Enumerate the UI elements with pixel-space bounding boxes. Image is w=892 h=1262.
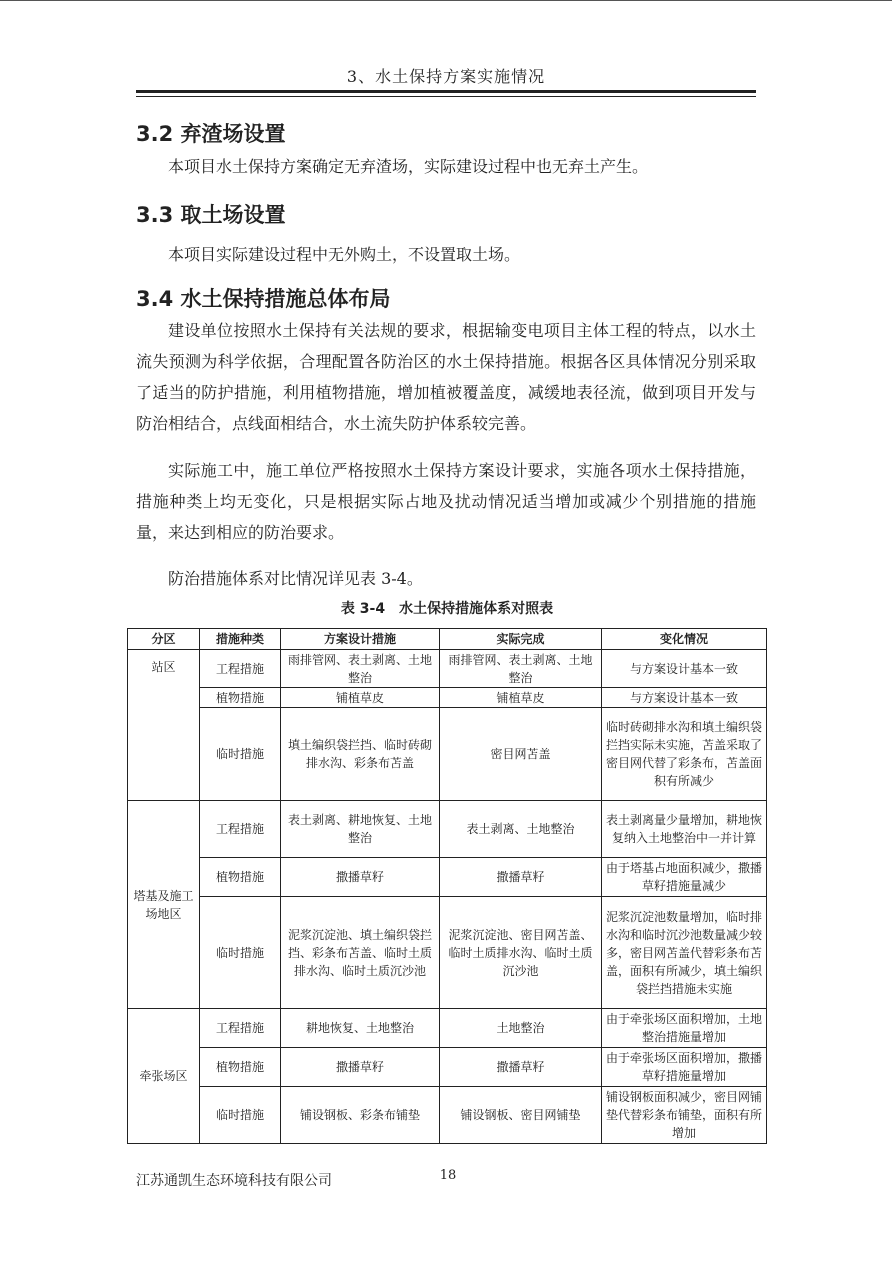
table-row: [128, 801, 767, 858]
page-number: 18: [439, 1168, 457, 1183]
table-row: [128, 897, 767, 1009]
actual-cell: 撒播草籽: [440, 858, 602, 897]
design-cell: 填土编织袋拦挡、临时砖砌排水沟、彩条布苫盖: [281, 708, 440, 801]
design-cell: 铺设钢板、彩条布铺垫: [281, 1087, 440, 1144]
change-cell: 表土剥离量少量增加，耕地恢复纳入土地整治中一并计算: [602, 801, 767, 858]
table-row: [128, 1087, 767, 1144]
section-heading-3-3: 3.3 取土场设置: [136, 203, 286, 227]
table-row: [128, 650, 767, 688]
design-cell: 撒播草籽: [281, 1048, 440, 1087]
table-row: [128, 858, 767, 897]
footer-company: 江苏通凯生态环境科技有限公司: [136, 1173, 332, 1189]
change-cell: 由于牵张场区面积增加，撒播草籽措施量增加: [602, 1048, 767, 1087]
change-cell: 由于塔基占地面积减少，撒播草籽措施量减少: [602, 858, 767, 897]
top-border-line: [0, 0, 892, 1]
measure-type-cell: 临时措施: [200, 1087, 281, 1144]
change-cell: 泥浆沉淀池数量增加，临时排水沟和临时沉沙池数量减少较多，密目网苫盖代替彩条布苫盖，面积有所减少，填土编织袋拦挡措施未实施: [602, 897, 767, 1009]
measure-type-cell: 植物措施: [200, 688, 281, 708]
design-cell: 雨排管网、表土剥离、土地整治: [281, 650, 440, 688]
measure-type-cell: 临时措施: [200, 708, 281, 801]
measure-type-cell: 临时措施: [200, 897, 281, 1009]
design-cell: 泥浆沉淀池、填土编织袋拦挡、彩条布苫盖、临时土质排水沟、临时土质沉沙池: [281, 897, 440, 1009]
running-header: 3、水土保持方案实施情况: [346, 67, 546, 86]
table-header-row: [128, 629, 767, 650]
actual-cell: 铺设钢板、密目网铺垫: [440, 1087, 602, 1144]
actual-cell: 土地整治: [440, 1009, 602, 1048]
change-cell: 临时砖砌排水沟和填土编织袋拦挡实际未实施，苫盖采取了密目网代替了彩条布，苫盖面积有所减少: [602, 708, 767, 801]
col-header-region: 分区: [128, 629, 200, 650]
header-rule-thick: [136, 90, 756, 93]
col-header-design: 方案设计措施: [281, 629, 440, 650]
change-cell: 由于牵张场区面积增加，土地整治措施量增加: [602, 1009, 767, 1048]
measure-type-cell: 工程措施: [200, 650, 281, 688]
measure-type-cell: 工程措施: [200, 1009, 281, 1048]
measure-type-cell: 植物措施: [200, 1048, 281, 1087]
section-3-3-paragraph: 本项目实际建设过程中无外购土，不设置取土场。: [168, 245, 521, 264]
actual-cell: 撒播草籽: [440, 1048, 602, 1087]
change-cell: 与方案设计基本一致: [602, 650, 767, 688]
col-header-measure-type: 措施种类: [200, 629, 281, 650]
table-row: [128, 688, 767, 708]
section-3-4-paragraph-2: 实际施工中，施工单位严格按照水土保持方案设计要求，实施各项水土保持措施，措施种类上均无变化，只是根据实际占地及扰动情况适当增加或减少个别措施的措施量，来达到相应的防治要求。: [136, 461, 756, 542]
table-row: [128, 1009, 767, 1048]
design-cell: 撒播草籽: [281, 858, 440, 897]
change-cell: 铺设钢板面积减少，密目网铺垫代替彩条布铺垫，面积有所增加: [602, 1087, 767, 1144]
change-cell: 与方案设计基本一致: [602, 688, 767, 708]
section-heading-3-2: 3.2 弃渣场设置: [136, 122, 286, 146]
actual-cell: 密目网苫盖: [440, 708, 602, 801]
region-cell: 塔基及施工场地区: [128, 801, 200, 1009]
section-3-4-paragraph-3: 防治措施体系对比情况详见表 3-4。: [168, 569, 423, 588]
region-cell: 站区: [128, 650, 200, 801]
measures-comparison-table: [127, 628, 767, 1144]
actual-cell: 铺植草皮: [440, 688, 602, 708]
col-header-actual: 实际完成: [440, 629, 602, 650]
section-3-2-paragraph: 本项目水土保持方案确定无弃渣场，实际建设过程中也无弃土产生。: [168, 157, 649, 176]
actual-cell: 表土剥离、土地整治: [440, 801, 602, 858]
actual-cell: 雨排管网、表土剥离、土地整治: [440, 650, 602, 688]
actual-cell: 泥浆沉淀池、密目网苫盖、临时土质排水沟、临时土质沉沙池: [440, 897, 602, 1009]
design-cell: 耕地恢复、土地整治: [281, 1009, 440, 1048]
table-row: [128, 708, 767, 801]
section-heading-3-4: 3.4 水土保持措施总体布局: [136, 287, 391, 311]
measure-type-cell: 工程措施: [200, 801, 281, 858]
table-caption: 表 3-4 水土保持措施体系对照表: [340, 601, 554, 617]
header-rule-thin: [136, 96, 756, 97]
col-header-change: 变化情况: [602, 629, 767, 650]
measure-type-cell: 植物措施: [200, 858, 281, 897]
region-cell: 牵张场区: [128, 1009, 200, 1144]
design-cell: 表土剥离、耕地恢复、土地整治: [281, 801, 440, 858]
table-row: [128, 1048, 767, 1087]
design-cell: 铺植草皮: [281, 688, 440, 708]
section-3-4-paragraph-1: 建设单位按照水土保持有关法规的要求，根据输变电项目主体工程的特点，以水土流失预测为科学依据，合理配置各防治区的水土保持措施。根据各区具体情况分别采取了适当的防护措施，利用植物措施，增加植被覆盖度，减缓地表径流，做到项目开发与防治相结合，点线面相结合，水土流失防护体系较完善。: [136, 321, 756, 433]
